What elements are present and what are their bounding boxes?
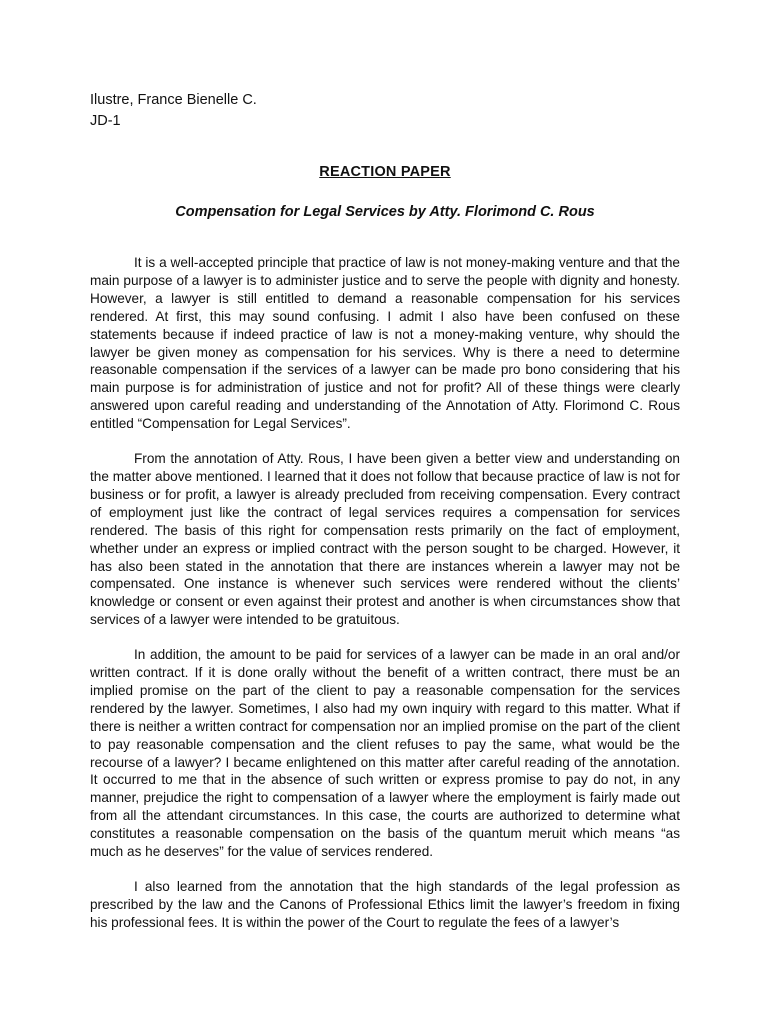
paragraph-2: From the annotation of Atty. Rous, I have been given a better view and understanding on the matter above mentioned. I learned that it does not follow that because practice of law is not for business or for profit, a lawyer is already precluded from receiving compensation. Every contract of employment just like the contract of legal services requires a compensation for services rendered. The basis of this right for compensation rests primarily on the fact of employment, whether under an express or implied contract with the person sought to be charged. However, it has also been stated in the annotation that there are instances wherein a lawyer may not be compensated. One instance is whenever such services were rendered without the clients’ knowledge or consent or even against their protest and another is when circumstances show that services of a lawyer were intended to be gratuitous.: [90, 451, 680, 628]
paragraph-3: In addition, the amount to be paid for services of a lawyer can be made in an oral and/or written contract. If it is done orally without the benefit of a written contract, there must be an implied promise on the part of the client to pay a reasonable compensation for the services rendered by the lawyer. Sometimes, I also had my own inquiry with regard to this matter. What if there is neither a written contract for compensation nor an implied promise on the part of the client to pay reasonable compensation and the client refuses to pay the same, what would be the recourse of a lawyer? I became enlightened on this matter after careful reading of the annotation. It occurred to me that in the absence of such written or express promise to pay do not, in any manner, prejudice the right to compensation of a lawyer where the employment is fairly made out from all the attendant circumstances. In this case, the courts are authorized to determine what constitutes a reasonable compensation on the basis of the quantum meruit which means “as much as he deserves” for the value of services rendered.: [90, 647, 680, 860]
paper-body: [90, 254, 680, 932]
paragraph-4: I also learned from the annotation that the high standards of the legal profession as prescribed by the law and the Canons of Professional Ethics limit the lawyer’s freedom in fixing his professional fees. It is within the power of the Court to regulate the fees of a lawyer’s: [90, 879, 680, 930]
paper-title: REACTION PAPER: [319, 164, 451, 180]
author-name: Ilustre, France Bienelle C.: [90, 92, 257, 108]
author-year-level: JD-1: [90, 113, 121, 129]
paragraph-1: It is a well-accepted principle that practice of law is not money-making venture and that the main purpose of a lawyer is to administer justice and to serve the people with dignity and honesty. However, a lawyer is still entitled to demand a reasonable compensation for his services rendered. At first, this may sound confusing. I admit I also have been confused on these statements because if indeed practice of law is not a money-making venture, why should the lawyer be given money as compensation for his services. Why is there a need to determine reasonable compensation if the services of a lawyer can be made pro bono considering that his main purpose is for administration of justice and not for profit? All of these things were clearly answered upon careful reading and understanding of the Annotation of Atty. Florimond C. Rous entitled “Compensation for Legal Services”.: [90, 255, 680, 432]
paper-subtitle: Compensation for Legal Services by Atty. Florimond C. Rous: [175, 204, 595, 220]
document-page: [90, 90, 680, 949]
